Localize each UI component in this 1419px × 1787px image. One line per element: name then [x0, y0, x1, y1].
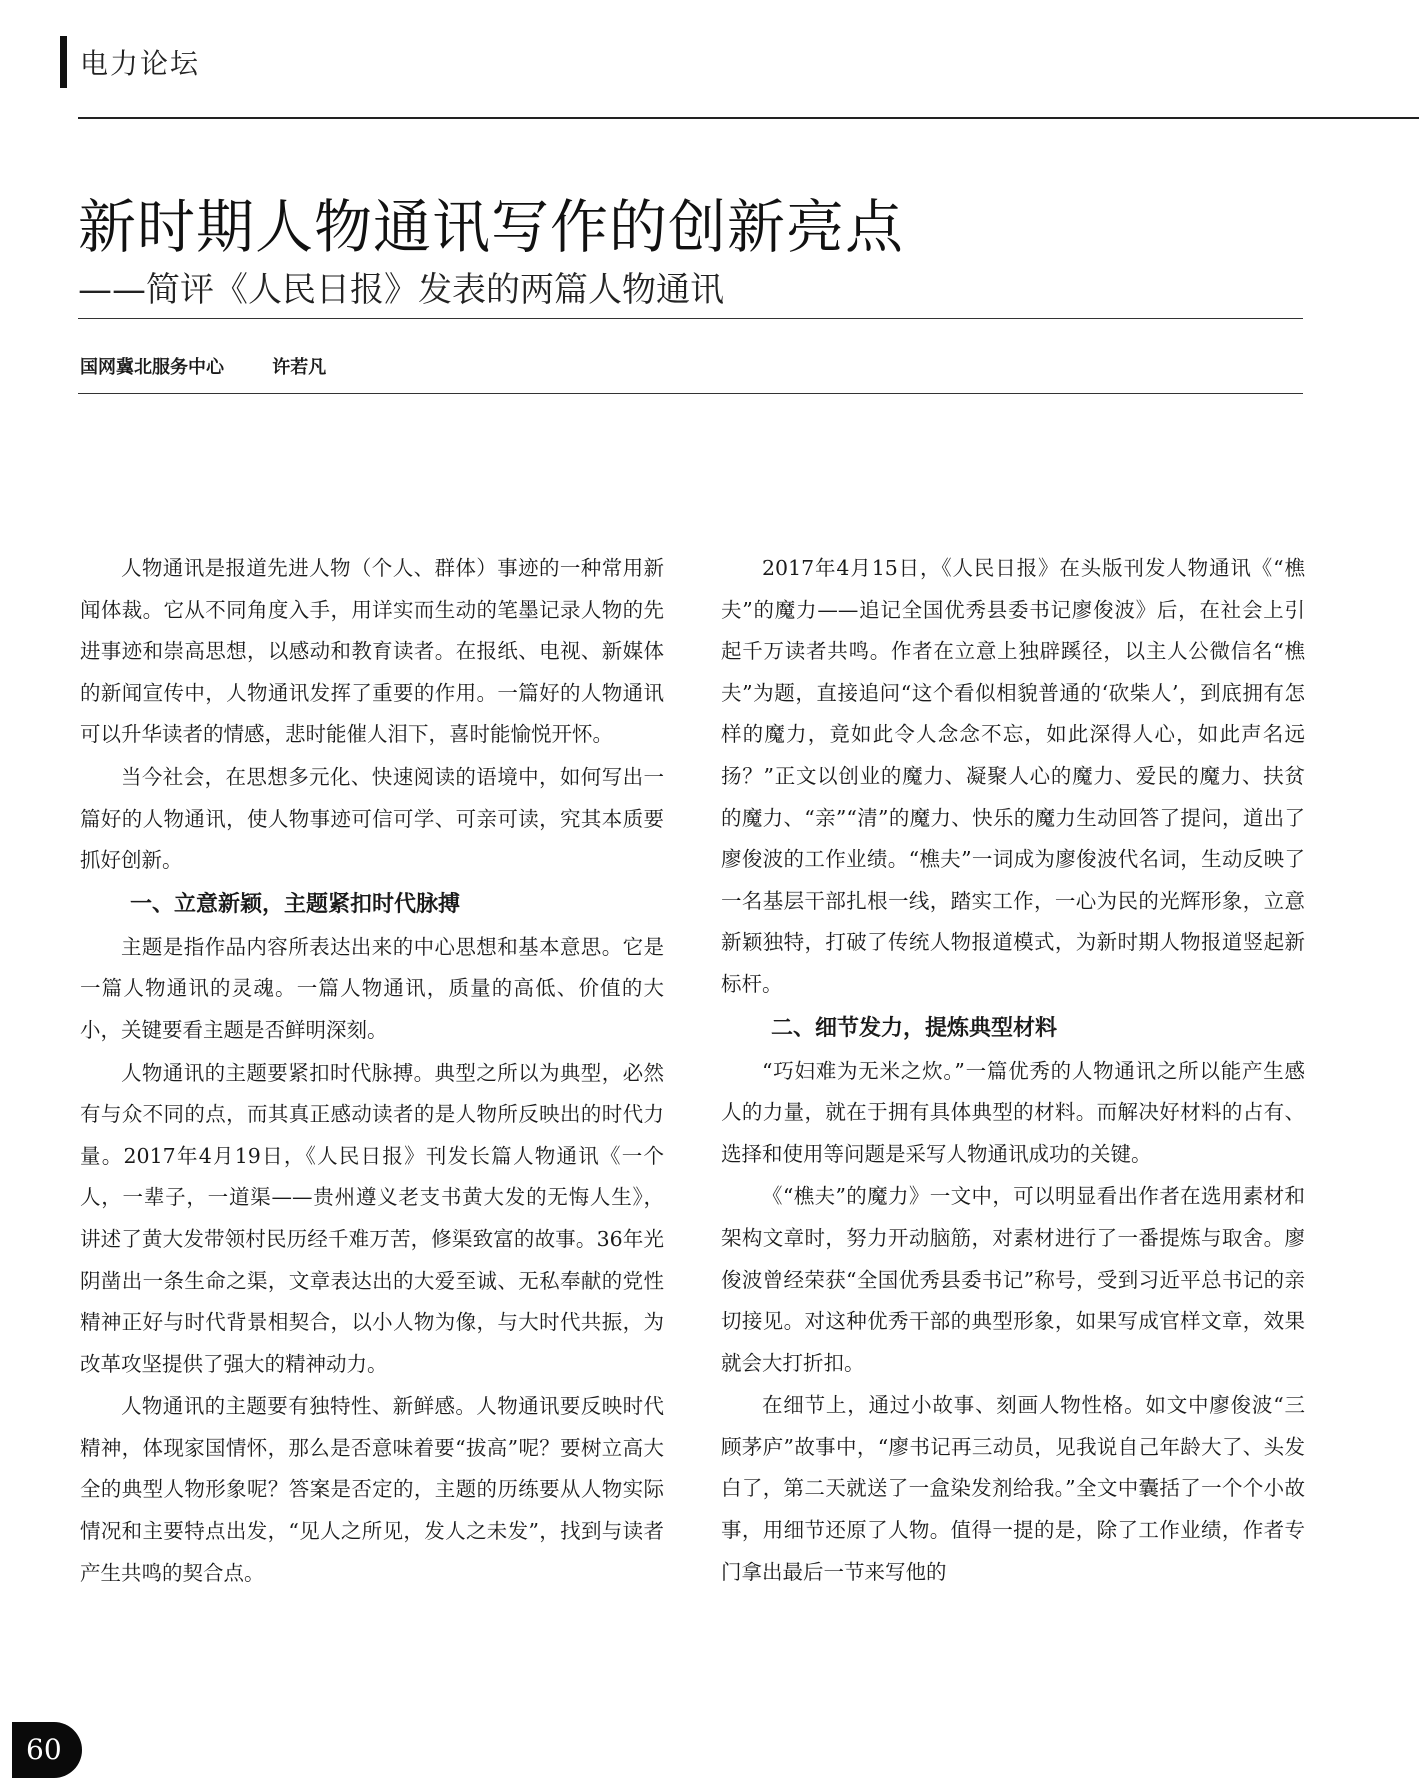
left-column	[80, 548, 664, 1595]
section-heading: 二、细节发力，提炼典型材料	[771, 1015, 1058, 1041]
header-rule	[78, 117, 1419, 119]
section-label: 电力论坛	[80, 47, 201, 80]
section-marker-bar	[60, 36, 67, 88]
article-title: 新时期人物通讯写作的创新亮点	[78, 193, 905, 261]
author-organization: 国网冀北服务中心	[80, 357, 224, 378]
paragraph: 主题是指作品内容所表达出来的中心思想和基本意思。它是一篇人物通讯的灵魂。一篇人物通讯，质量的高低、价值的大小，关键要看主题是否鲜明深刻。	[80, 934, 664, 1042]
page-number: 60	[26, 1733, 62, 1766]
paragraph: 人物通讯是报道先进人物（个人、群体）事迹的一种常用新闻体裁。它从不同角度入手，用详实而生动的笔墨记录人物的先进事迹和崇高思想，以感动和教育读者。在报纸、电视、新媒体的新闻宣传中，人物通讯发挥了重要的作用。一篇好的人物通讯可以升华读者的情感，悲时能催人泪下，喜时能愉悦开怀。	[80, 556, 664, 747]
author-name: 许若凡	[272, 357, 327, 378]
paragraph: 当今社会，在思想多元化、快速阅读的语境中，如何写出一篇好的人物通讯，使人物事迹可信可学、可亲可读，究其本质要抓好创新。	[80, 764, 664, 873]
section-heading: 一、立意新颖，主题紧扣时代脉搏	[130, 891, 461, 917]
paragraph: 2017年4月15日，《人民日报》在头版刊发人物通讯《“樵夫”的魔力——追记全国优秀县委书记廖俊波》后，在社会上引起千万读者共鸣。作者在立意上独辟蹊径，以主人公微信名“樵夫”为题，直接追问“这个看似相貌普通的‘砍柴人’，到底拥有怎样的魔力，竟如此令人念念不忘，如此深得人心，如此声名远扬？”正文以创业的魔力、凝聚人心的魔力、爱民的魔力、扶贫的魔力、“亲”“清”的魔力、快乐的魔力生动回答了提问，道出了廖俊波的工作业绩。“樵夫”一词成为廖俊波代名词，生动反映了一名基层干部扎根一线，踏实工作，一心为民的光辉形象，立意新颖独特，打破了传统人物报道模式，为新时期人物报道竖起新标杆。	[721, 556, 1305, 996]
byline-bottom-rule	[78, 393, 1303, 394]
paragraph: 人物通讯的主题要有独特性、新鲜感。人物通讯要反映时代精神，体现家国情怀，那么是否意味着要“拔高”呢？要树立高大全的典型人物形象呢？答案是否定的，主题的历练要从人物实际情况和主要特点出发，“见人之所见，发人之未发”，找到与读者产生共鸣的契合点。	[80, 1394, 664, 1585]
paragraph: 人物通讯的主题要紧扣时代脉搏。典型之所以为典型，必然有与众不同的点，而其真正感动读者的是人物所反映出的时代力量。2017年4月19日，《人民日报》刊发长篇人物通讯《一个人，一辈子，一道渠——贵州遵义老支书黄大发的无悔人生》，讲述了黄大发带领村民历经千难万苦，修渠致富的故事。36年光阴凿出一条生命之渠，文章表达出的大爱至诚、无私奉献的党性精神正好与时代背景相契合，以小人物为像，与大时代共振，为改革攻坚提供了强大的精神动力。	[80, 1060, 664, 1376]
paragraph: 《“樵夫”的魔力》一文中，可以明显看出作者在选用素材和架构文章时，努力开动脑筋，对素材进行了一番提炼与取舍。廖俊波曾经荣获“全国优秀县委书记”称号，受到习近平总书记的亲切接见。对这种优秀干部的典型形象，如果写成官样文章，效果就会大打折扣。	[721, 1184, 1305, 1375]
article-subtitle: ——简评《人民日报》发表的两篇人物通讯	[78, 270, 724, 310]
right-column	[721, 548, 1305, 1594]
paragraph: 在细节上，通过小故事、刻画人物性格。如文中廖俊波“三顾茅庐”故事中，“廖书记再三动员，见我说自己年龄大了、头发白了，第二天就送了一盒染发剂给我。”全文中囊括了一个个小故事，用细节还原了人物。值得一提的是，除了工作业绩，作者专门拿出最后一节来写他的	[721, 1393, 1305, 1584]
paragraph: “巧妇难为无米之炊。”一篇优秀的人物通讯之所以能产生感人的力量，就在于拥有具体典型的材料。而解决好材料的占有、选择和使用等问题是采写人物通讯成功的关键。	[721, 1058, 1305, 1166]
byline-top-rule	[78, 318, 1303, 319]
byline	[80, 353, 368, 379]
